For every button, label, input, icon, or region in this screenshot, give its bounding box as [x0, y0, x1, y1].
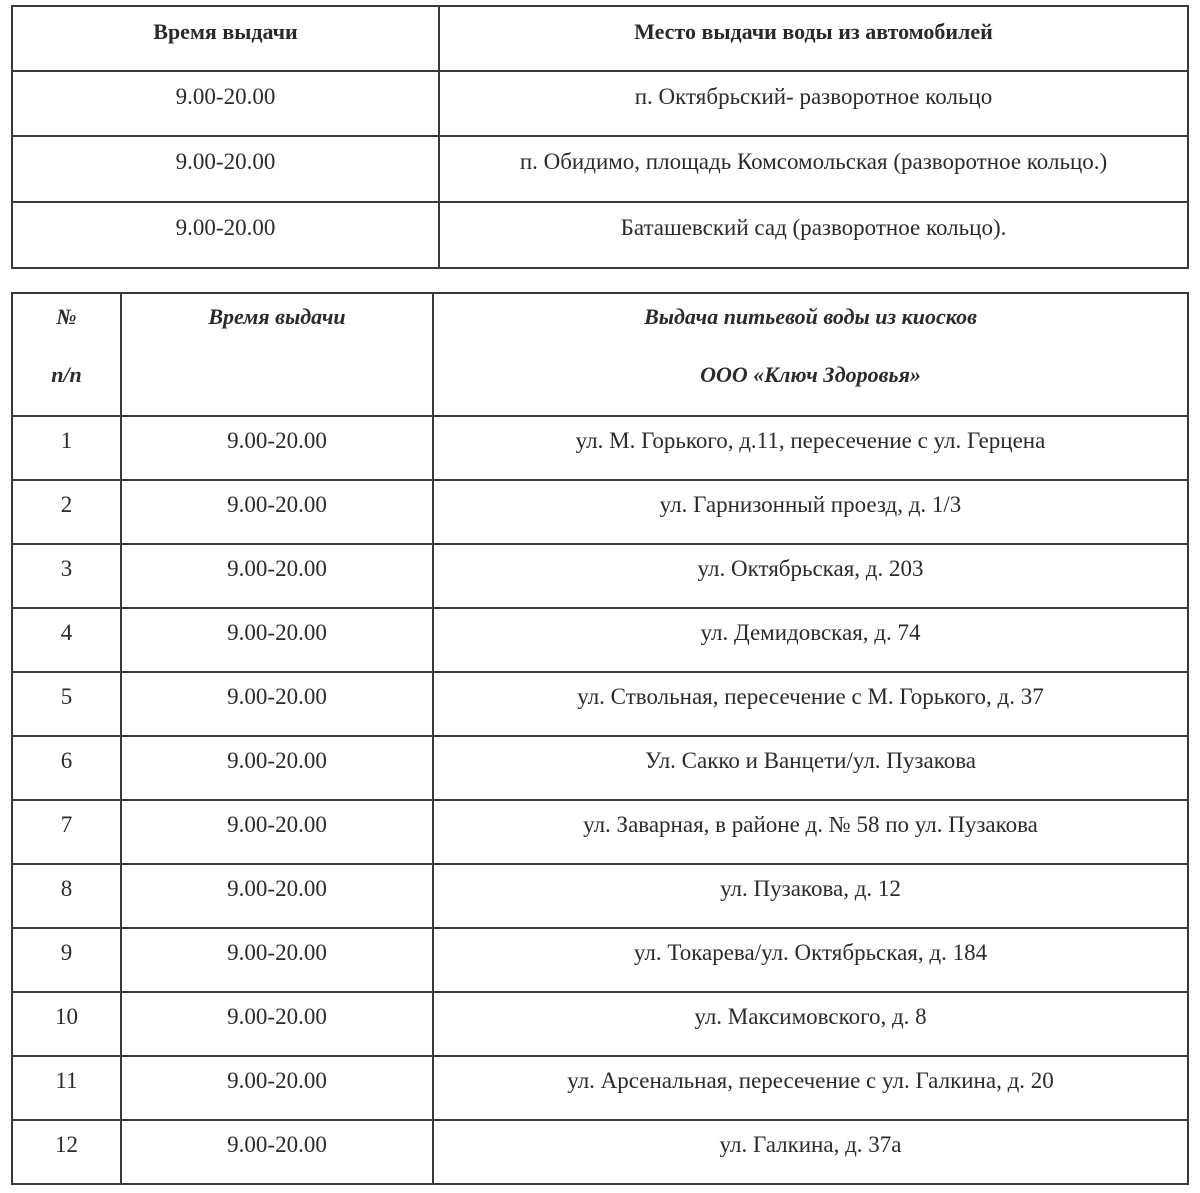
- place-cell: ул. Ствольная, пересечение с М. Горького, д. 37: [433, 672, 1188, 736]
- table-row: [12, 800, 1188, 864]
- number-cell: 7: [12, 800, 121, 864]
- table-row: [12, 416, 1188, 480]
- table-row: [12, 1120, 1188, 1184]
- table-row: [12, 608, 1188, 672]
- table-row: [12, 1056, 1188, 1120]
- number-cell: 4: [12, 608, 121, 672]
- place-cell: ул. Максимовского, д. 8: [433, 992, 1188, 1056]
- time-cell: 9.00-20.00: [121, 1120, 433, 1184]
- time-cell: 9.00-20.00: [121, 416, 433, 480]
- vehicle-time-header: Время выдачи: [12, 6, 439, 71]
- time-cell: 9.00-20.00: [121, 928, 433, 992]
- time-cell: 9.00-20.00: [121, 608, 433, 672]
- time-cell: 9.00-20.00: [121, 1056, 433, 1120]
- vehicle-water-table: [11, 5, 1189, 269]
- vehicle-table-header-row: [12, 6, 1188, 71]
- table-row: [12, 864, 1188, 928]
- time-cell: 9.00-20.00: [121, 736, 433, 800]
- place-cell: ул. Демидовская, д. 74: [433, 608, 1188, 672]
- number-cell: 1: [12, 416, 121, 480]
- time-cell: 9.00-20.00: [121, 672, 433, 736]
- number-cell: 5: [12, 672, 121, 736]
- number-cell: 3: [12, 544, 121, 608]
- vehicle-place-header: Место выдачи воды из автомобилей: [439, 6, 1188, 71]
- table-row: [12, 202, 1188, 268]
- place-cell: п. Обидимо, площадь Комсомольская (разворотное кольцо.): [439, 136, 1188, 202]
- number-cell: 8: [12, 864, 121, 928]
- table-row: [12, 928, 1188, 992]
- kiosk-time-header: Время выдачи: [121, 293, 433, 416]
- place-cell: ул. М. Горького, д.11, пересечение с ул. Герцена: [433, 416, 1188, 480]
- number-cell: 6: [12, 736, 121, 800]
- number-header-line2: п/п: [51, 362, 82, 387]
- number-cell: 11: [12, 1056, 121, 1120]
- place-cell: ул. Галкина, д. 37а: [433, 1120, 1188, 1184]
- time-cell: 9.00-20.00: [121, 864, 433, 928]
- time-cell: 9.00-20.00: [121, 544, 433, 608]
- table-row: [12, 992, 1188, 1056]
- table-row: [12, 71, 1188, 136]
- number-header-line1: №: [56, 304, 77, 329]
- place-cell: ул. Гарнизонный проезд, д. 1/3: [433, 480, 1188, 544]
- table-row: [12, 480, 1188, 544]
- time-cell: 9.00-20.00: [12, 71, 439, 136]
- place-cell: ул. Токарева/ул. Октябрьская, д. 184: [433, 928, 1188, 992]
- number-cell: 9: [12, 928, 121, 992]
- time-cell: 9.00-20.00: [121, 992, 433, 1056]
- table-row: [12, 544, 1188, 608]
- kiosk-table-header-row: [12, 293, 1188, 416]
- kiosk-water-table: [11, 292, 1189, 1185]
- table-row: [12, 672, 1188, 736]
- kiosk-place-header: [433, 293, 1188, 416]
- kiosk-place-header-line2: ООО «Ключ Здоровья»: [700, 362, 921, 387]
- kiosk-place-header-line1: Выдача питьевой воды из киосков: [644, 304, 977, 329]
- time-cell: 9.00-20.00: [121, 480, 433, 544]
- place-cell: ул. Заварная, в районе д. № 58 по ул. Пузакова: [433, 800, 1188, 864]
- place-cell: ул. Пузакова, д. 12: [433, 864, 1188, 928]
- place-cell: ул. Арсенальная, пересечение с ул. Галкина, д. 20: [433, 1056, 1188, 1120]
- table-row: [12, 136, 1188, 202]
- number-cell: 10: [12, 992, 121, 1056]
- time-cell: 9.00-20.00: [12, 136, 439, 202]
- time-cell: 9.00-20.00: [121, 800, 433, 864]
- time-cell: 9.00-20.00: [12, 202, 439, 268]
- place-cell: п. Октябрьский- разворотное кольцо: [439, 71, 1188, 136]
- table-row: [12, 736, 1188, 800]
- place-cell: Баташевский сад (разворотное кольцо).: [439, 202, 1188, 268]
- number-header: [12, 293, 121, 416]
- number-cell: 2: [12, 480, 121, 544]
- place-cell: ул. Октябрьская, д. 203: [433, 544, 1188, 608]
- place-cell: Ул. Сакко и Ванцети/ул. Пузакова: [433, 736, 1188, 800]
- number-cell: 12: [12, 1120, 121, 1184]
